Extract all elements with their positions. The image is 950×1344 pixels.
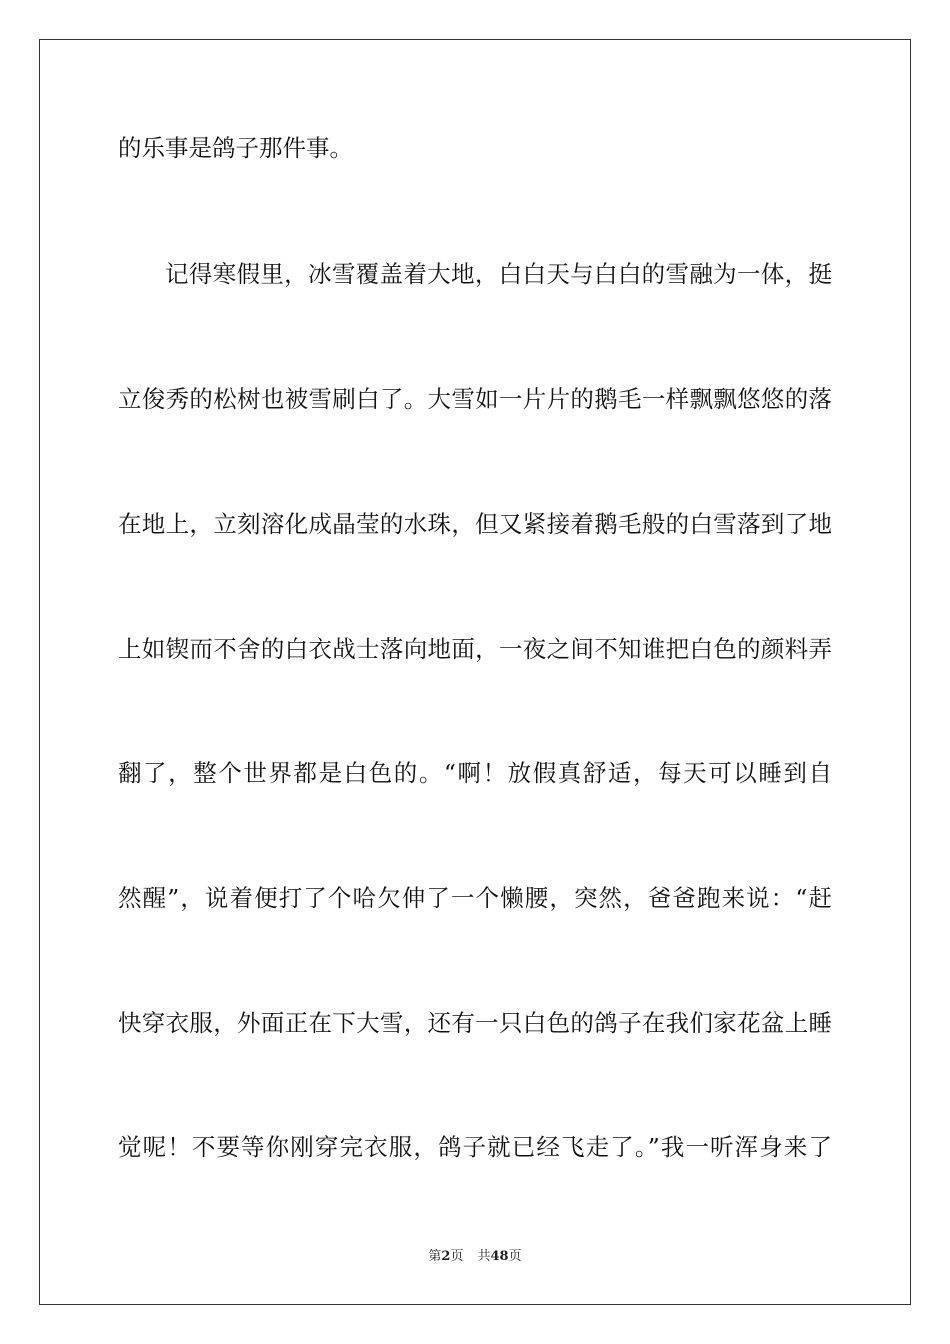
page-number: 2 [441,1249,451,1264]
text-line-4: 在地上，立刻溶化成晶莹的水珠，但又紧接着鹅毛般的白雪落到了地 [118,510,832,538]
total-pages: 48 [490,1249,509,1264]
total-suffix: 页 [508,1249,522,1264]
text-line-5: 上如锲而不舍的白衣战士落向地面，一夜之间不知谁把白色的颜料弄 [118,635,832,663]
text-line-3: 立俊秀的松树也被雪刷白了。大雪如一片片的鹅毛一样飘飘悠悠的落 [118,385,832,413]
text-line-8: 快穿衣服，外面正在下大雪，还有一只白色的鸽子在我们家花盆上睡 [118,1009,832,1037]
text-line-6: 翻了，整个世界都是白色的。“啊！放假真舒适，每天可以睡到自 [118,759,832,787]
page-prefix: 第 [428,1249,442,1264]
page-border [39,39,911,1305]
text-line-7: 然醒”，说着便打了个哈欠伸了一个懒腰，突然，爸爸跑来说：“赶 [118,884,832,912]
page-suffix: 页 [450,1249,464,1264]
text-line-2: 记得寒假里，冰雪覆盖着大地，白白天与白白的雪融为一体，挺 [165,260,832,288]
text-line-9: 觉呢！不要等你刚穿完衣服，鸽子就已经飞走了。”我一听浑身来了 [118,1133,832,1161]
page-footer [0,1248,950,1266]
total-prefix: 共 [477,1249,491,1264]
text-line-1: 的乐事是鸽子那件事。 [118,134,353,162]
